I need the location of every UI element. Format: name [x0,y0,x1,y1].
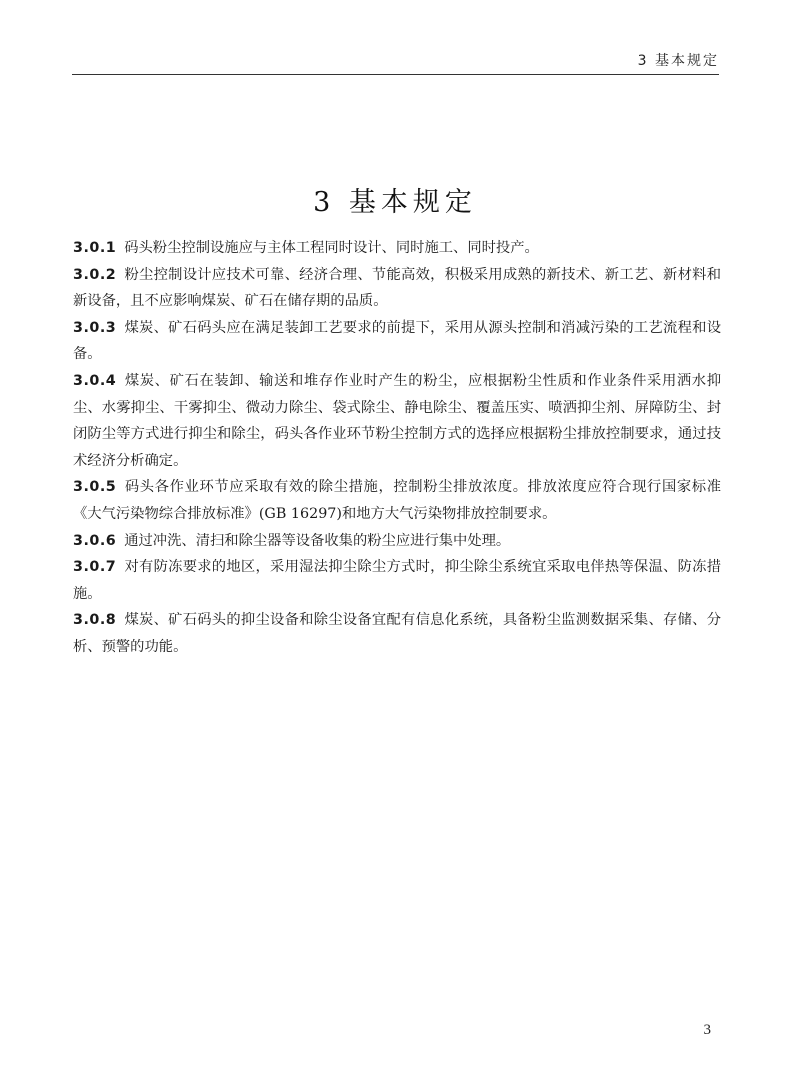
clause-text: 码头粉尘控制设施应与主体工程同时设计、同时施工、同时投产。 [124,240,539,256]
clause-number: 3.0.8 [73,612,117,629]
clause-number: 3.0.1 [73,240,117,256]
clause-number: 3.0.3 [73,319,117,336]
clause-3-0-2 [73,262,721,315]
clause-3-0-1 [73,235,721,262]
running-header: 3 基本规定 [637,53,719,69]
clause-3-0-8 [73,607,721,660]
header-rule [72,74,719,75]
clause-number: 3.0.2 [73,266,117,283]
clause-number: 3.0.4 [73,372,117,389]
chapter-title: 3 基本规定 [313,187,477,218]
clause-3-0-7 [73,554,721,607]
clause-number: 3.0.5 [73,479,117,496]
clause-3-0-5 [73,474,721,527]
clause-3-0-3 [73,315,721,368]
clause-text: 码头各作业环节应采取有效的除尘措施，控制粉尘排放浓度。排放浓度应符合现行国家标准《大气污染物综合排放标准》(GB 16297)和地方大气污染物排放控制要求。 [73,479,721,522]
clause-number: 3.0.7 [73,559,117,576]
clause-number: 3.0.6 [73,532,117,549]
clause-3-0-6 [73,528,721,555]
clause-list [73,235,721,661]
clause-text: 粉尘控制设计应技术可靠、经济合理、节能高效，积极采用成熟的新技术、新工艺、新材料和新设备，且不应影响煤炭、矿石在储存期的品质。 [73,266,721,310]
clause-3-0-4 [73,368,721,474]
clause-text: 通过冲洗、清扫和除尘器等设备收集的粉尘应进行集中处理。 [124,532,511,549]
clause-text: 煤炭、矿石码头应在满足装卸工艺要求的前提下，采用从源头控制和消减污染的工艺流程和设备。 [73,319,721,363]
page-number: 3 [703,1022,711,1038]
clause-text: 煤炭、矿石码头的抑尘设备和除尘设备宜配有信息化系统，具备粉尘监测数据采集、存储、分析、预警的功能。 [73,612,721,655]
clause-text: 煤炭、矿石在装卸、输送和堆存作业时产生的粉尘，应根据粉尘性质和作业条件采用洒水抑尘、水雾抑尘、干雾抑尘、微动力除尘、袋式除尘、静电除尘、覆盖压实、喷洒抑尘剂、屏障防尘、封闭防尘等方式进行抑尘和除尘，码头各作业环节粉尘控制方式的选择应根据粉尘排放控制要求，通过技术经济分析确定。 [73,372,721,469]
clause-text: 对有防冻要求的地区，采用湿法抑尘除尘方式时，抑尘除尘系统宜采取电伴热等保温、防冻措施。 [73,559,721,602]
